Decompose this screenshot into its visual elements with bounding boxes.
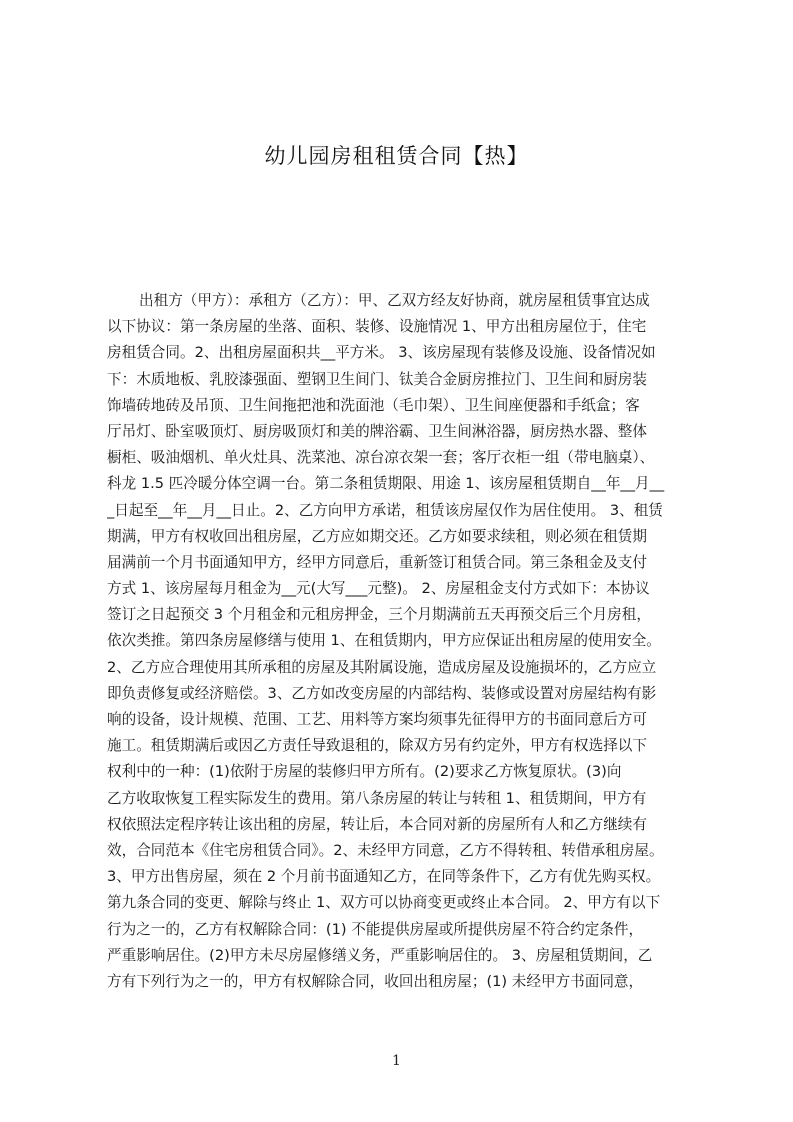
body-text-line: 签订之日起预交 3 个月租金和元租房押金，三个月期满前五天再预交后三个月房租， [107, 606, 651, 624]
body-text-line: 第九条合同的变更、解除与终止 1、双方可以协商变更或终止本合同。 2、甲方有以下 [107, 894, 661, 912]
body-text-line: 房租赁合同。2、出租房屋面积共__平方米。 3、该房屋现有装修及设施、设备情况如 [107, 344, 656, 362]
body-text-line: 橱柜、吸油烟机、单火灶具、洗菜池、凉台凉衣架一套；客厅衣柜一组（带电脑桌）、 [107, 449, 655, 467]
document-body [107, 288, 699, 1036]
body-text-line: 依次类推。第四条房屋修缮与使用 1、在租赁期内，甲方应保证出租房屋的使用安全。 [107, 632, 661, 650]
body-text-line: 下：木质地板、乳胶漆强面、塑钢卫生间门、钛美合金厨房推拉门、卫生间和厨房装 [107, 370, 647, 388]
body-text-line: 权依照法定程序转让该出租的房屋，转让后，本合同对新的房屋所有人和乙方继续有 [107, 815, 647, 833]
body-text-line: 方有下列行为之一的，甲方有权解除合同，收回出租房屋；(1) 未经甲方书面同意， [107, 972, 644, 990]
body-text-line: 效，合同范本《住宅房租赁合同》。2、未经甲方同意，乙方不得转租、转借承租房屋。 [107, 841, 664, 859]
body-text-line: 行为之一的，乙方有权解除合同：(1) 不能提供房屋或所提供房屋不符合约定条件， [107, 920, 644, 938]
body-text-line: 方式 1、该房屋每月租金为__元(大写___元整)。 2、房屋租金支付方式如下：本协议 [107, 580, 650, 598]
body-text-line: 即负责修复或经济赔偿。3、乙方如改变房屋的内部结构、装修或设置对房屋结构有影 [107, 684, 657, 702]
body-text-line: 权利中的一种：(1)依附于房屋的装修归甲方所有。(2)要求乙方恢复原状。(3)向 [107, 763, 622, 781]
body-text-line: 饰墙砖地砖及吊顶、卫生间拖把池和洗面池（毛巾架）、卫生间座便器和手纸盒；客 [107, 396, 640, 414]
document-title: 幼儿园房租租赁合同【热】 [264, 144, 529, 168]
body-text-line: 科龙 1.5 匹冷暖分体空调一台。第二条租赁期限、用途 1、该房屋租赁期自__年__月__ [107, 475, 665, 493]
page-number: 1 [392, 1053, 401, 1069]
body-text-line: _日起至__年__月__日止。2、乙方向甲方承诺，租赁该房屋仅作为居住使用。 3、租赁 [107, 501, 663, 519]
body-text-line: 乙方收取恢复工程实际发生的费用。第八条房屋的转让与转租 1、租赁期间，甲方有 [107, 789, 647, 807]
body-text-line: 响的设备，设计规模、范围、工艺、用料等方案均须事先征得甲方的书面同意后方可 [107, 711, 647, 728]
body-text-line: 出租方（甲方）：承租方（乙方）：甲、乙双方经友好协商，就房屋租赁事宜达成 [139, 292, 650, 309]
body-text-line: 施工。租赁期满后或因乙方责任导致退租的，除双方另有约定外，甲方有权选择以下 [107, 737, 647, 755]
body-text-line: 期满，甲方有权收回出租房屋，乙方应如期交还。乙方如要求续租，则必须在租赁期 [107, 527, 647, 545]
body-text-line: 厅吊灯、卧室吸顶灯、厨房吸顶灯和美的牌浴霸、卫生间淋浴器，厨房热水器、整体 [107, 422, 647, 440]
body-text-line: 以下协议：第一条房屋的坐落、面积、装修、设施情况 1、甲方出租房屋位于，住宅 [107, 318, 647, 336]
body-text-line: 3、甲方出售房屋，须在 2 个月前书面通知乙方，在同等条件下，乙方有优先购买权。 [107, 868, 661, 886]
body-text-line: 严重影响居住。(2)甲方未尽房屋修缮义务，严重影响居住的。 3、房屋租赁期间，乙 [107, 946, 653, 964]
body-text-line: 2、乙方应合理使用其所承租的房屋及其附属设施，造成房屋及设施损坏的，乙方应立 [107, 658, 657, 676]
body-text-line: 届满前一个月书面通知甲方，经甲方同意后，重新签订租赁合同。第三条租金及支付 [107, 553, 647, 571]
